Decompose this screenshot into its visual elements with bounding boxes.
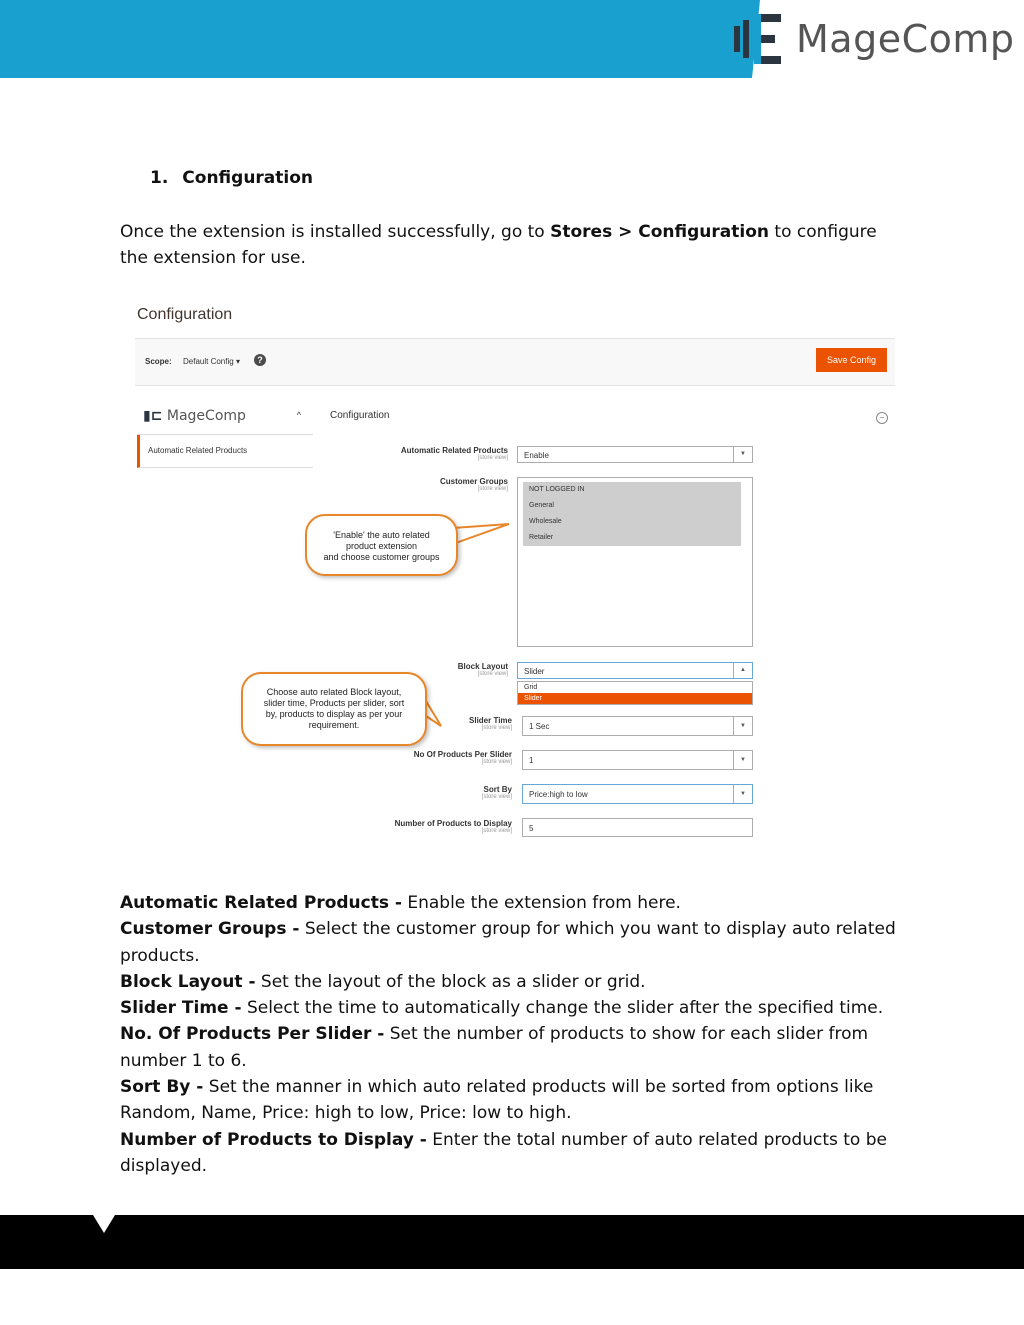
scope-bar [135,338,895,386]
description-text: Set the manner in which auto related products will be sorted from options like Random, Name, Price: high to low, Price: low to high. [120,1077,874,1124]
scope-dropdown[interactable] [183,357,240,366]
cg-option[interactable]: NOT LOGGED IN [523,482,741,498]
arp-label [365,446,508,461]
header-bar [0,0,760,78]
np-label [365,750,512,765]
store-view-note: [store view] [477,671,508,677]
np-label-text: No Of Products Per Slider [413,750,512,759]
description-item [120,890,910,916]
description-term: Automatic Related Products - [120,893,402,913]
description-text: Select the customer group for which you want to display auto related products. [120,919,896,966]
chevron-down-icon: ▼ [733,751,752,769]
callout-line: 'Enable' the auto related [333,530,430,540]
slider-time-select[interactable] [522,716,753,736]
intro-pre: Once the extension is installed successfully, go to [120,222,551,242]
collapse-icon[interactable]: − [876,412,888,424]
scope-value: Default Config [183,357,234,366]
intro-path: Stores > Configuration [550,222,769,242]
callout-pointer [453,522,513,552]
description-term: Number of Products to Display - [120,1129,427,1150]
section-heading [150,168,313,188]
sidebar-tab-magecomp[interactable] [137,400,313,435]
brand-name: MageComp [796,17,1015,61]
dropdown-option-grid[interactable]: Grid [524,684,538,691]
st-label [365,716,512,731]
chevron-up-icon: ▲ [733,663,752,678]
cg-label-text: Customer Groups [439,477,508,486]
description-term: Customer Groups - [120,919,300,940]
scope-label: Scope: [145,357,172,366]
cg-option[interactable]: General [523,498,741,514]
callout-enable [305,514,458,576]
bl-value: Slider [524,667,545,676]
description-item [120,1021,910,1074]
store-view-note: [store view] [481,725,512,731]
field-descriptions [120,890,910,1179]
nd-label [335,819,512,834]
sidebar-brand-text: MageComp [166,408,246,424]
arp-value: Enable [524,451,549,460]
config-section-title: Configuration [330,410,390,421]
sort-by-select[interactable] [522,784,753,804]
section-title: Configuration [182,168,314,188]
store-view-note: [store view] [481,759,512,765]
block-layout-dropdown [517,681,753,705]
callout-line: product extension [345,541,418,551]
caret-down-icon: ▾ [235,357,240,366]
description-text: Select the time to automatically change the slider after the specified time. [241,998,884,1019]
nd-label-text: Number of Products to Display [394,819,512,828]
description-term: Block Layout - [120,971,256,992]
chevron-up-icon[interactable]: ^ [296,410,301,420]
products-per-slider-select[interactable] [522,750,753,770]
magecomp-logo-icon [730,0,790,78]
sidebar-brand [143,408,246,424]
save-config-button[interactable]: Save Config [816,348,887,372]
description-item [120,995,910,1021]
description-term: No. Of Products Per Slider - [120,1024,385,1045]
cg-label [365,477,508,492]
st-value: 1 Sec [529,722,550,731]
chevron-down-icon: ▼ [733,717,752,735]
magecomp-logo [760,0,1024,78]
np-value: 1 [529,756,534,765]
dropdown-option-slider[interactable]: Slider [518,693,752,704]
description-item [120,916,910,969]
chevron-down-icon: ▼ [733,447,752,462]
block-layout-select[interactable] [517,662,753,679]
sb-label [365,785,512,800]
bl-label-text: Block Layout [457,662,508,671]
callout-line: and choose customer groups [323,552,440,562]
description-term: Slider Time - [120,998,242,1019]
intro-post: to configure the extension for use. [120,222,877,268]
screenshot-title: Configuration [137,306,233,323]
intro-paragraph [120,219,880,271]
products-to-display-input[interactable]: 5 [522,818,753,837]
footer-bar [0,1215,1024,1269]
callout-line: requirement. [308,720,360,730]
arp-label-text: Automatic Related Products [400,446,508,455]
chevron-down-icon: ▼ [733,785,752,803]
footer-triangle [93,1215,115,1233]
cg-option[interactable]: Wholesale [523,514,741,530]
callout-line: slider time, Products per slider, sort [263,698,405,708]
cg-option[interactable]: Retailer [523,530,741,546]
store-view-note: [store view] [477,455,508,461]
description-item [120,1127,910,1180]
arp-select[interactable] [517,446,753,463]
section-number: 1. [150,168,169,188]
callout-line: by, products to display as per your [265,709,403,719]
sidebar-panel [137,400,313,470]
description-text: Set the layout of the block as a slider or grid. [255,971,646,992]
help-icon[interactable]: ? [254,354,266,366]
magecomp-small-icon: ▮⊏ [143,408,163,424]
sb-label-text: Sort By [483,785,512,794]
callout-layout [241,672,427,746]
description-item [120,1074,910,1127]
customer-groups-multiselect[interactable] [517,477,753,647]
sidebar-item-automatic-related-products[interactable]: Automatic Related Products [137,435,313,468]
description-text: Enable the extension from here. [401,893,681,913]
config-screenshot [135,300,897,865]
sb-value: Price:high to low [529,790,588,799]
store-view-note: [store view] [477,486,508,492]
description-text: Enter the total number of auto related products to be displayed. [120,1129,887,1176]
description-term: Sort By - [120,1077,204,1098]
callout-line: Choose auto related Block layout, [266,687,402,697]
description-item [120,969,910,995]
store-view-note: [store view] [481,828,512,834]
store-view-note: [store view] [481,794,512,800]
description-text: Set the number of products to show for each slider from number 1 to 6. [120,1024,869,1071]
st-label-text: Slider Time [469,716,512,725]
